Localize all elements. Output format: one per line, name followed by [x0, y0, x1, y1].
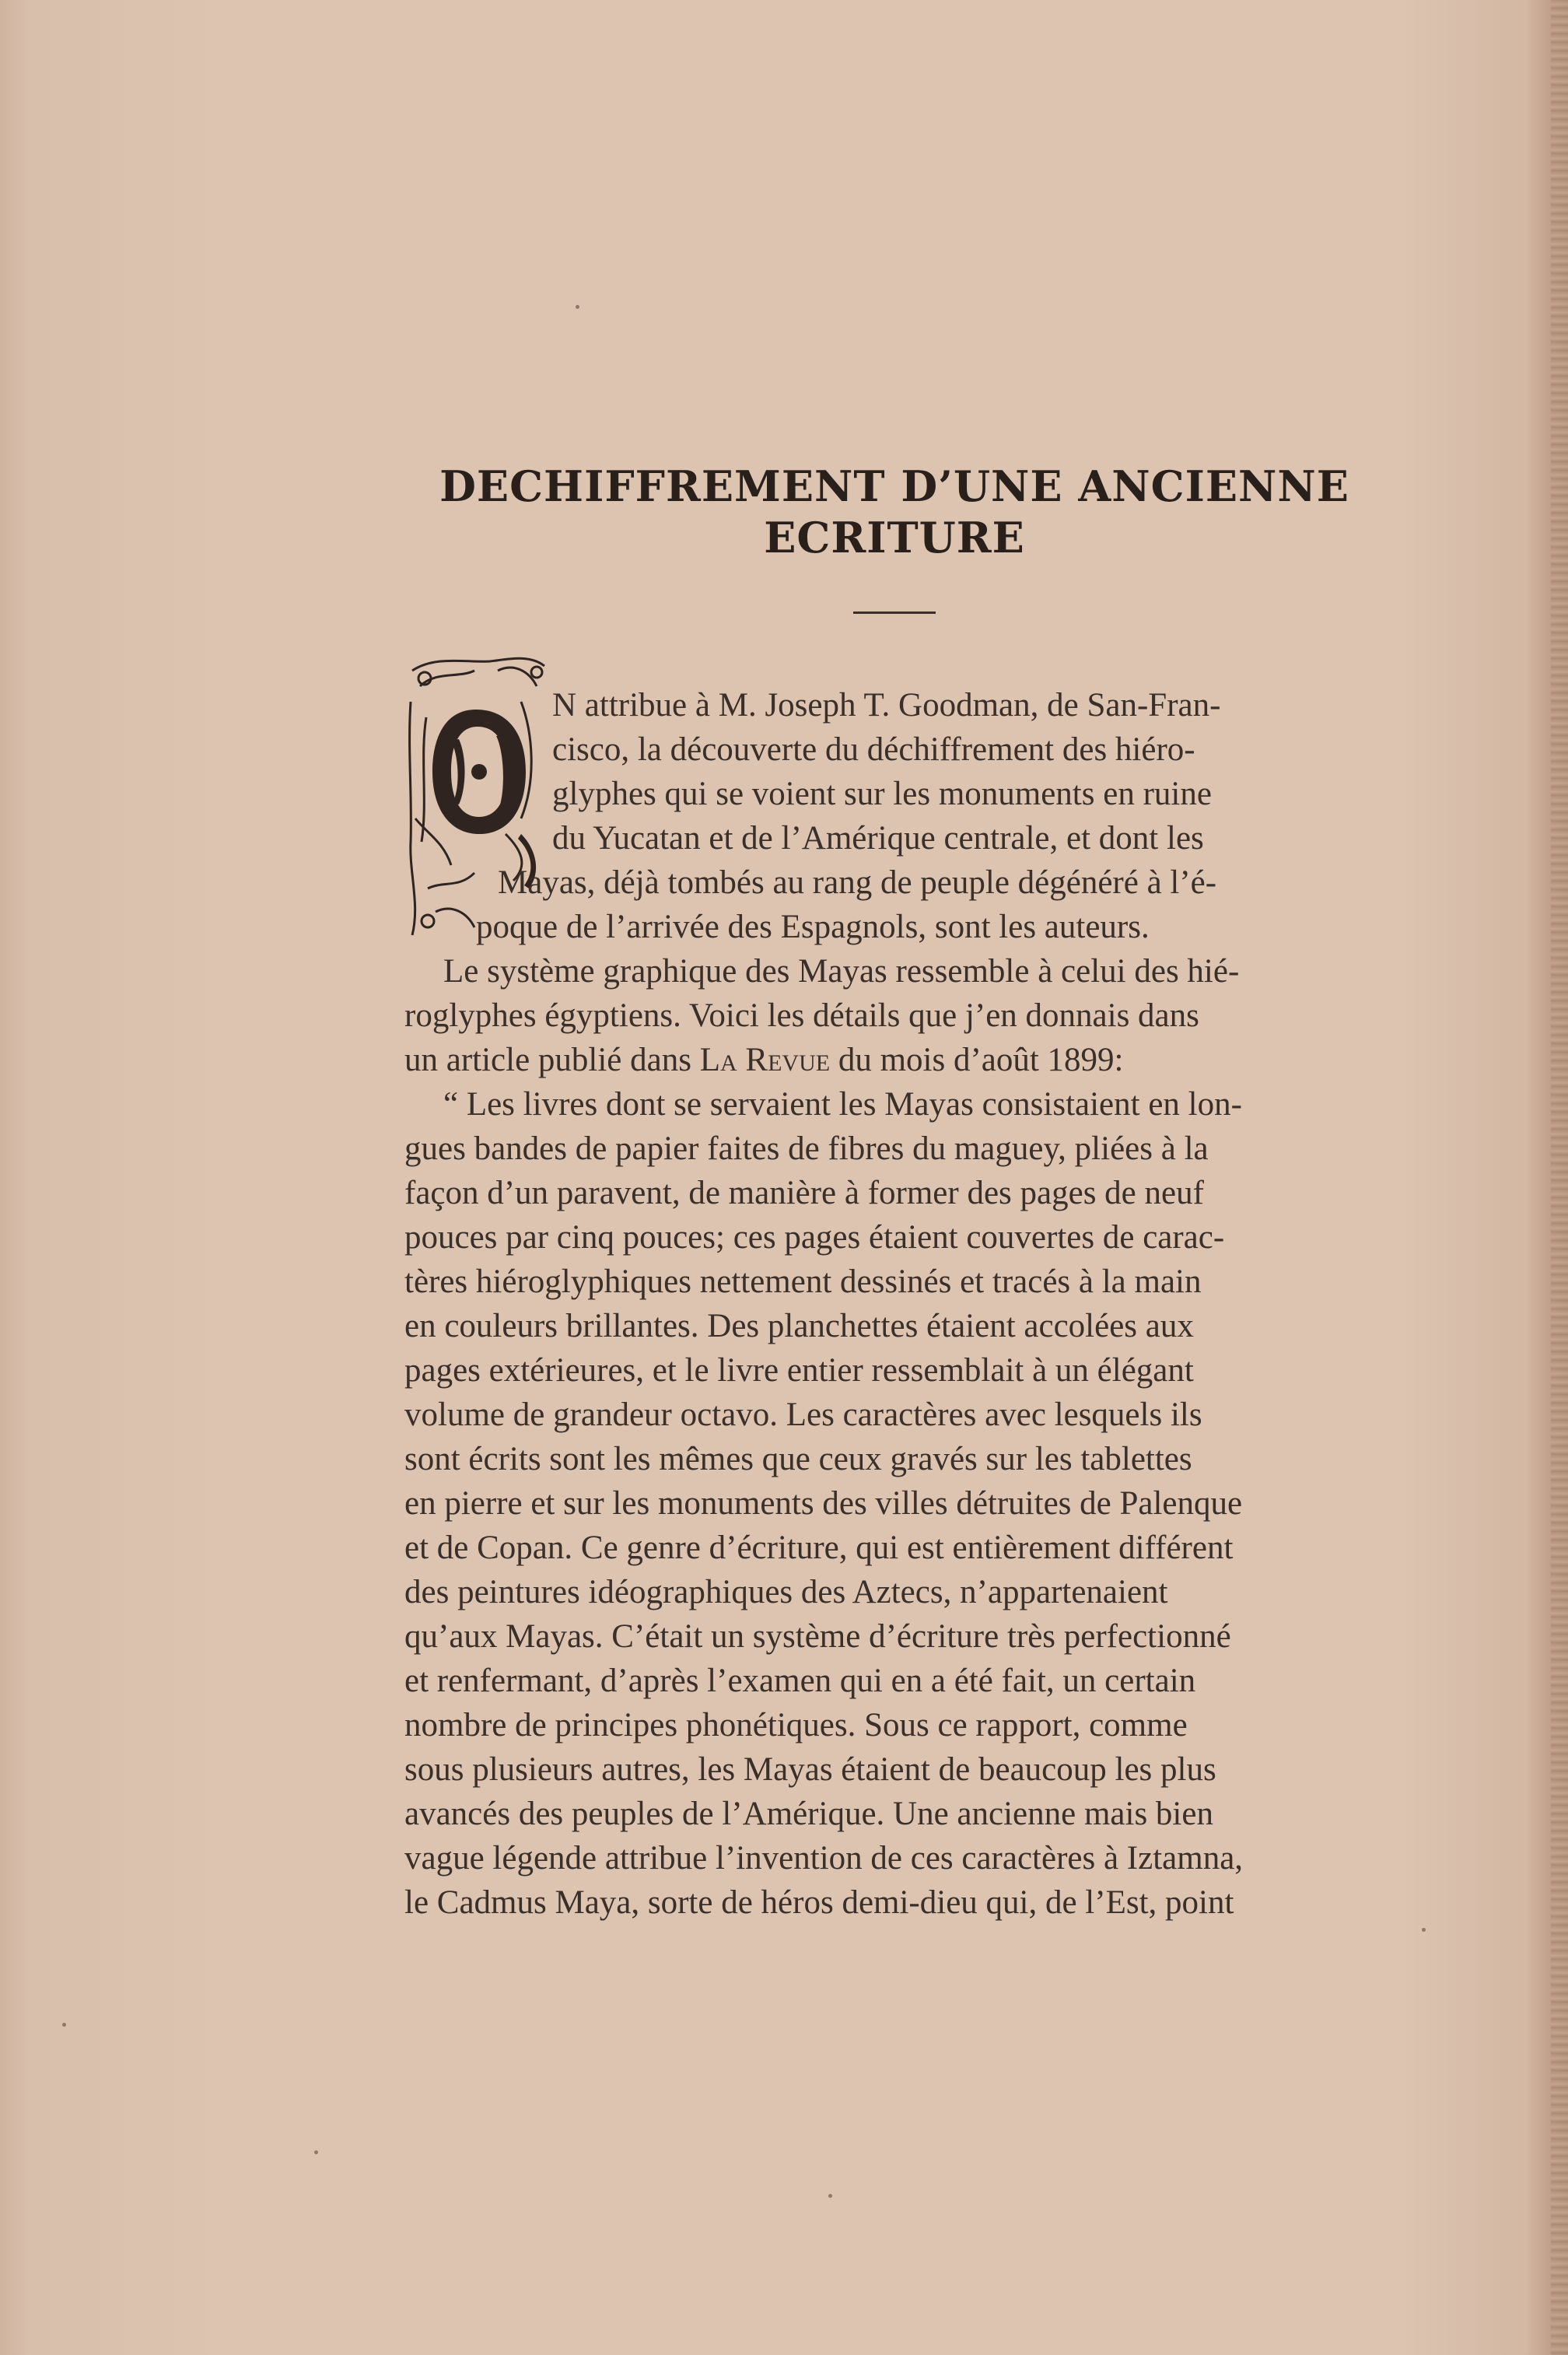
- paper-speck: [828, 2194, 832, 2198]
- body-line: le Cadmus Maya, sorte de héros demi-dieu qui, de l’Est, point: [404, 1884, 1234, 1921]
- body-line: volume de grandeur octavo. Les caractères avec lesquels ils: [404, 1397, 1202, 1433]
- article-title: [436, 461, 1353, 563]
- journal-name: La Revue: [699, 1042, 831, 1078]
- body-line: pouces par cinq pouces; ces pages étaient couvertes de carac-: [404, 1219, 1225, 1256]
- body-line-start: un article publié dans: [404, 1042, 691, 1078]
- body-line-with-journal: [404, 1038, 1384, 1082]
- body-line: sous plusieurs autres, les Mayas étaient de beaucoup les plus: [404, 1751, 1216, 1788]
- body-line: “ Les livres dont se servaient les Mayas consistaient en lon-: [443, 1086, 1242, 1123]
- body-line: roglyphes égyptiens. Voici les détails que j’en donnais dans: [404, 997, 1199, 1034]
- body-line: avancés des peuples de l’Amérique. Une ancienne mais bien: [404, 1796, 1213, 1832]
- article-body: [404, 683, 1384, 1925]
- body-line: N attribue à M. Joseph T. Goodman, de San-Fran-: [552, 687, 1221, 724]
- body-line: qu’aux Mayas. C’était un système d’écriture très perfectionné: [404, 1618, 1231, 1655]
- paper-speck: [576, 305, 579, 309]
- paper-speck: [314, 2150, 318, 2154]
- body-line: Le système graphique des Mayas ressemble à celui des hié-: [443, 953, 1240, 990]
- body-line-end: du mois d’août 1899:: [838, 1042, 1124, 1078]
- body-line: des peintures idéographiques des Aztecs, n’appartenaient: [404, 1574, 1168, 1610]
- body-line: en pierre et sur les monuments des villes détruites de Palenque: [404, 1485, 1243, 1522]
- title-line-2: ECRITURE: [764, 513, 1025, 562]
- title-line-1: DECHIFFREMENT D’UNE ANCIENNE: [439, 461, 1349, 511]
- paper-speck: [62, 2023, 66, 2027]
- body-line: gues bandes de papier faites de fibres du maguey, pliées à la: [404, 1130, 1209, 1167]
- body-line: tères hiéroglyphiques nettement dessinés et tracés à la main: [404, 1263, 1202, 1300]
- body-line: sont écrits sont les mêmes que ceux gravés sur les tablettes: [404, 1441, 1192, 1477]
- body-line: du Yucatan et de l’Amérique centrale, et dont les: [552, 820, 1204, 857]
- body-line: Mayas, déjà tombés au rang de peuple dégénéré à l’é-: [498, 864, 1217, 901]
- page-edge-shadow: [1551, 0, 1568, 2355]
- paper-speck: [1422, 1928, 1426, 1932]
- body-line: nombre de principes phonétiques. Sous ce rapport, comme: [404, 1707, 1188, 1743]
- body-line: pages extérieures, et le livre entier ressemblait à un élégant: [404, 1352, 1194, 1389]
- body-line: et renfermant, d’après l’examen qui en a été fait, un certain: [404, 1663, 1196, 1699]
- body-line: façon d’un paravent, de manière à former des pages de neuf: [404, 1175, 1204, 1211]
- title-divider: [853, 612, 936, 614]
- body-line: poque de l’arrivée des Espagnols, sont les auteurs.: [476, 909, 1150, 945]
- body-line: en couleurs brillantes. Des planchettes étaient accolées aux: [404, 1308, 1194, 1344]
- body-line: vague légende attribue l’invention de ces caractères à Iztamna,: [404, 1840, 1244, 1877]
- body-line: glyphes qui se voient sur les monuments en ruine: [552, 776, 1212, 812]
- body-line: et de Copan. Ce genre d’écriture, qui est entièrement différent: [404, 1530, 1234, 1566]
- body-line: cisco, la découverte du déchiffrement des hiéro-: [552, 731, 1195, 768]
